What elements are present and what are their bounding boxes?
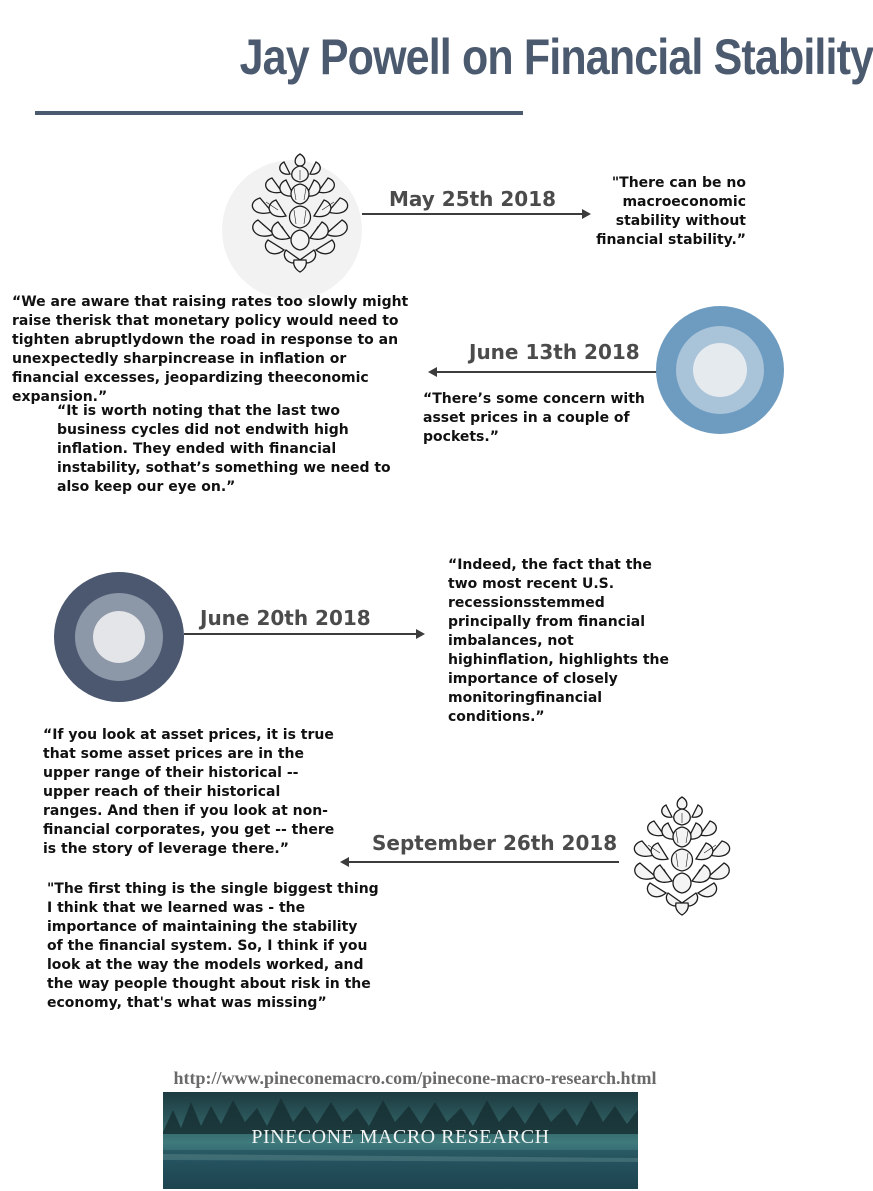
ring-inner (93, 611, 145, 663)
timeline-date: June 13th 2018 (469, 340, 640, 364)
footer-url-link[interactable]: http://www.pineconemacro.com/pinecone-macro-research.html (173, 1068, 657, 1088)
ring-inner (693, 343, 747, 397)
arrow-head-icon (428, 367, 437, 377)
title-underline (35, 111, 523, 115)
quote: "There can be no macroeconomic stability without financial stability.” (596, 175, 746, 248)
quote: “Indeed, the fact that the two most recent U.S. recessionsstemmed principally from financial imbalances, not highinflation, highlights the importance of closely monitoringfinancial conditions.” (448, 557, 670, 725)
quote: “We are aware that raising rates too slowly might raise therisk that monetary policy would need to tighten abruptlydown the road in response to an unexpectedly sharpincrease in inflation or financial excesses, jeopardizing theeconomic expansion.” (12, 294, 409, 405)
quote: "The first thing is the single biggest thing I think that we learned was - the importance of maintaining the stability of the financial system. So, I think if you look at the way the models worked, and the way people thought about risk in the economy, that's what was missing” (47, 881, 379, 1011)
page-title: Jay Powell on Financial Stability (239, 29, 873, 85)
arrow-head-icon (340, 857, 349, 867)
quote: “It is worth noting that the last two business cycles did not endwith high inflation. They ended with financial instability, sothat’s something we need to also keep our eye on.” (57, 403, 391, 495)
quote: “If you look at asset prices, it is true that some asset prices are in the upper range of their historical -- upper reach of their historical ranges. And then if you look at non- financial corporates, you get -- there is the story of leverage there.” (43, 727, 335, 857)
banner-title: PINECONE MACRO RESEARCH (251, 1126, 550, 1148)
timeline-arrow (349, 861, 619, 863)
timeline-date: May 25th 2018 (389, 187, 557, 211)
pinecone-icon (620, 793, 744, 917)
timeline-arrow (362, 213, 582, 215)
timeline-arrow (184, 633, 416, 635)
pinecone-icon (238, 150, 362, 274)
timeline-date: June 20th 2018 (200, 606, 371, 630)
timeline-date: September 26th 2018 (372, 831, 618, 855)
arrow-head-icon (416, 629, 425, 639)
timeline-arrow (437, 371, 657, 373)
brand-banner (163, 1092, 638, 1189)
quote: “There’s some concern with asset prices in a couple of pockets.” (423, 391, 645, 445)
